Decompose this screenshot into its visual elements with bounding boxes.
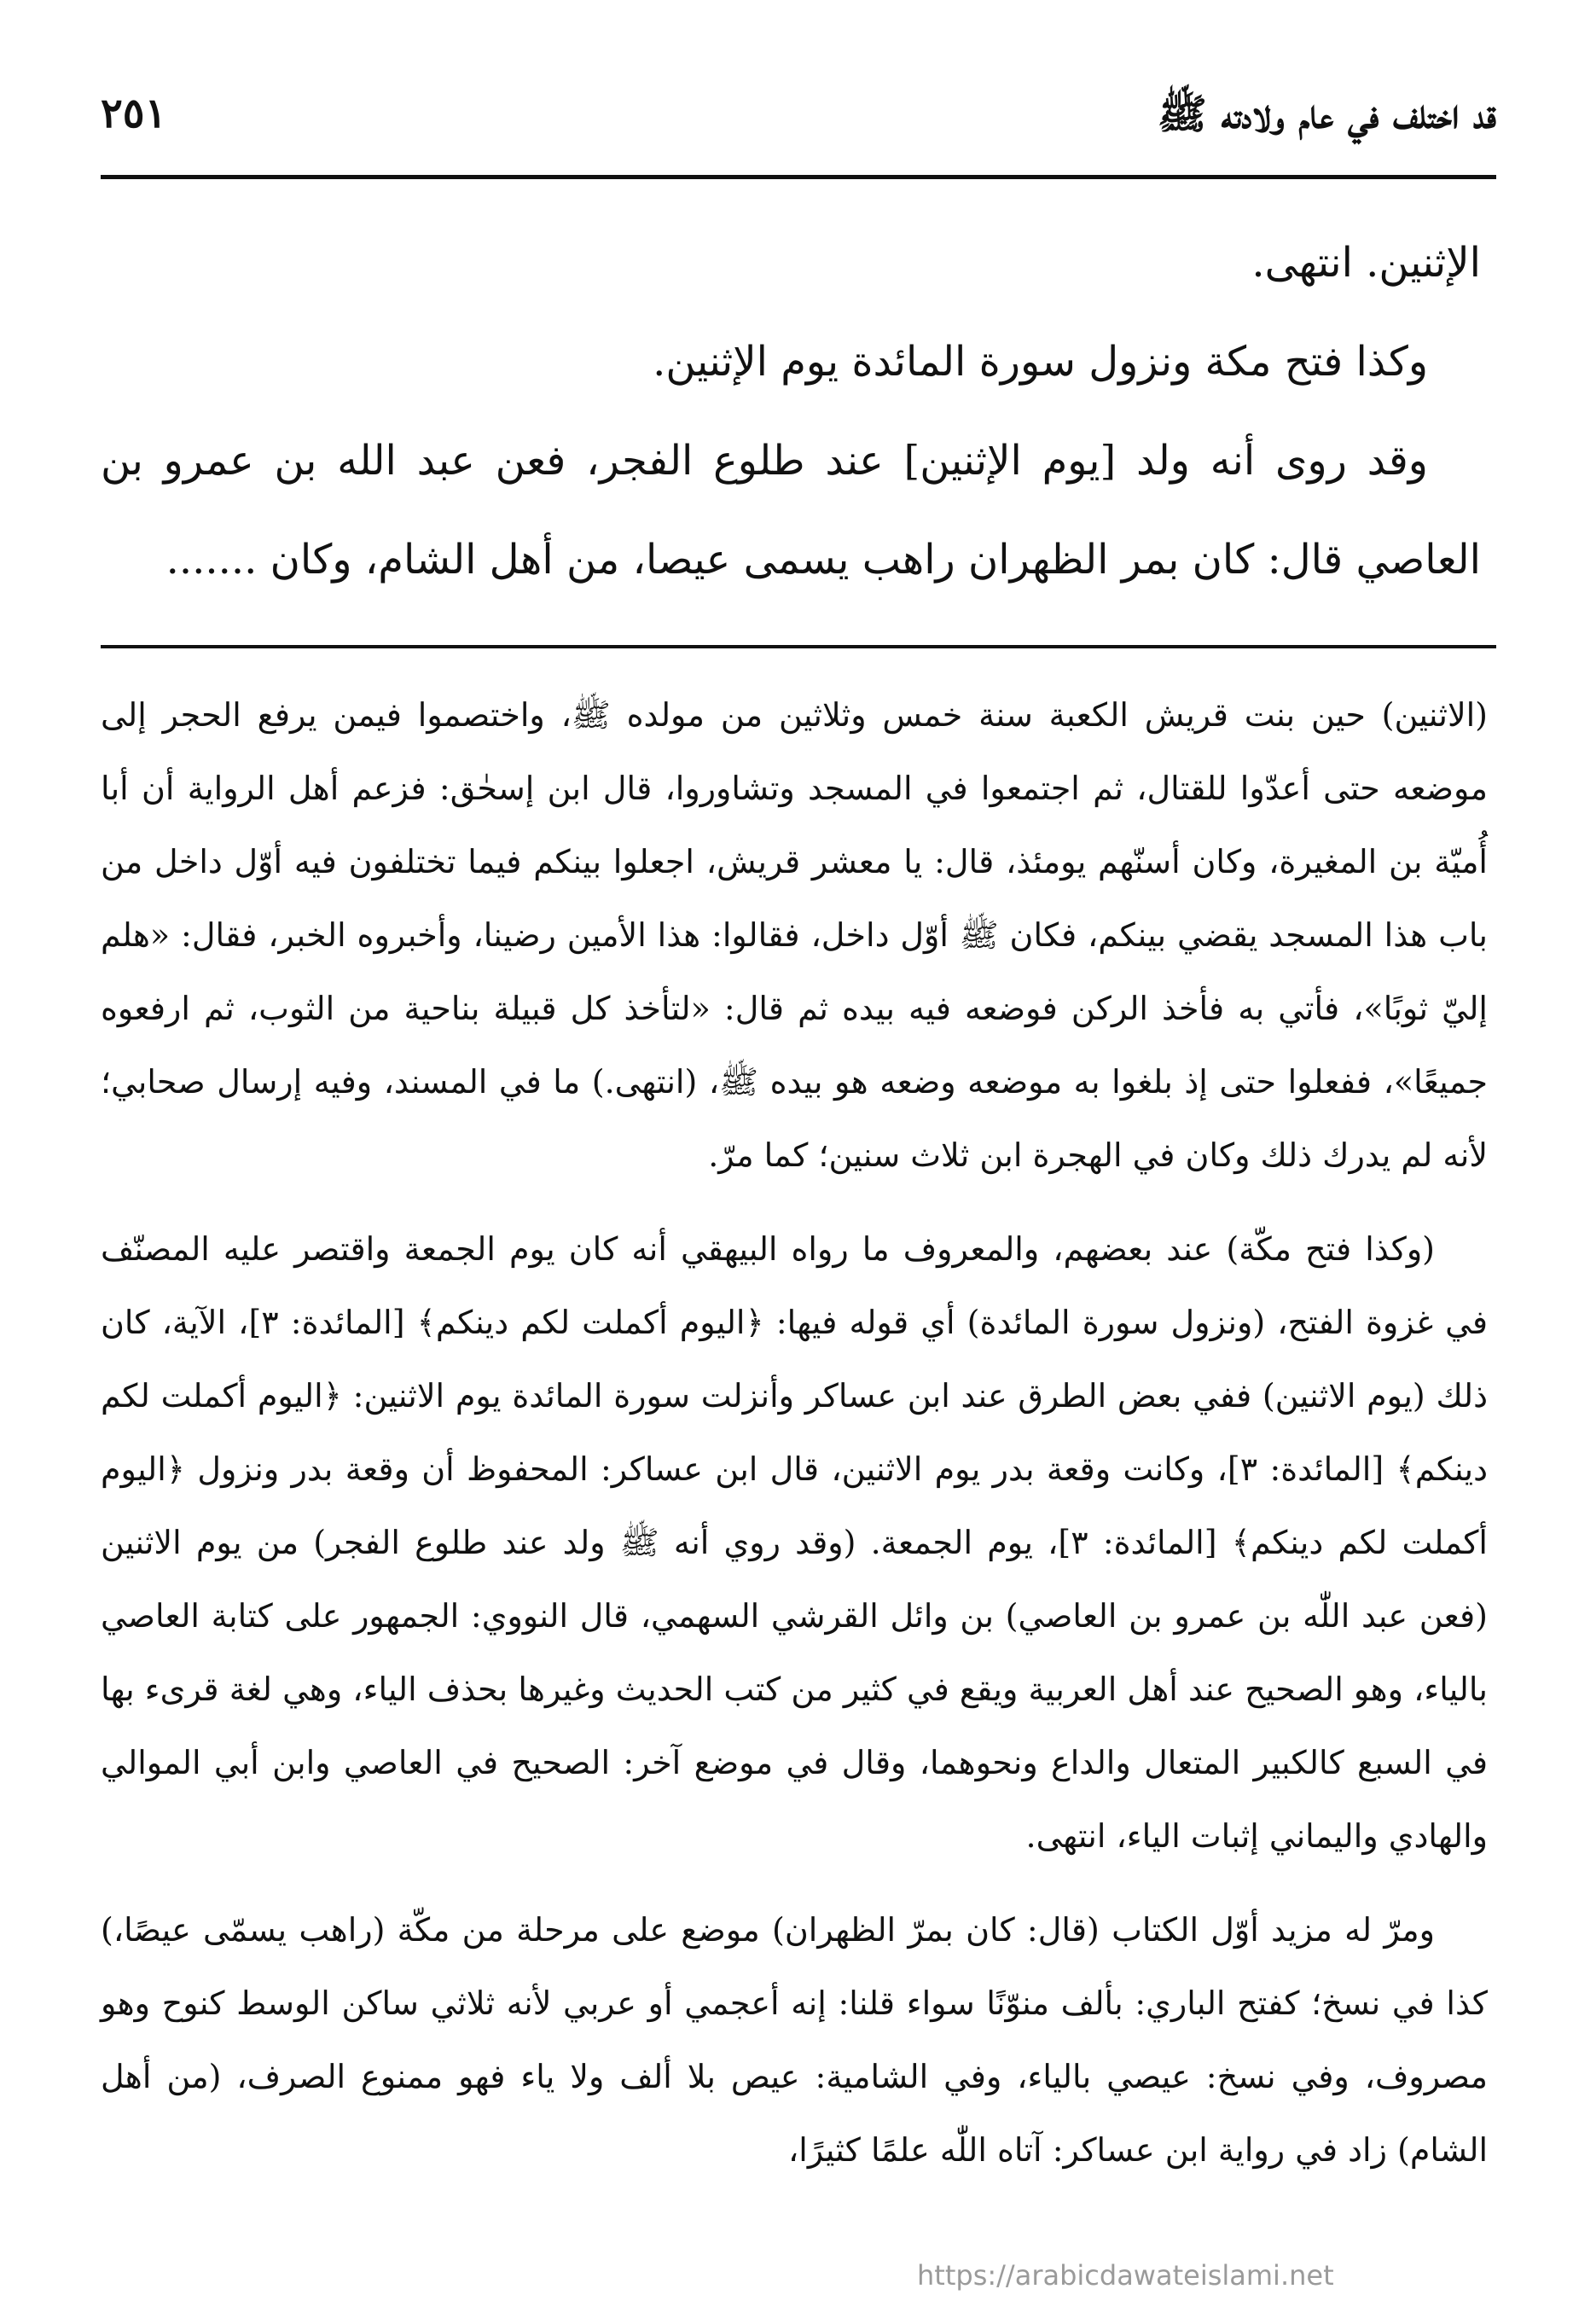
header-rule: [101, 175, 1496, 179]
commentary: [101, 678, 1488, 2207]
watermark: https://arabicdawateislami.net: [917, 2259, 1334, 2292]
commentary-paragraph: (الاثنين) حين بنت قريش الكعبة سنة خمس وثلاثين من مولده ﷺ، واختصموا فيمن يرفع الحجر إلى موضعه حتى أعدّوا للقتال، ثم اجتمعوا في المسجد وتشاوروا، قال ابن إسحٰق: فزعم أهل الرواية أن أبا أُميّة بن المغيرة، وكان أسنّهم يومئذ، قال: يا معشر قريش، اجعلوا بينكم فيما تختلفون فيه أوّل داخل من باب هذا المسجد يقضي بينكم، فكان ﷺ أوّل داخل، فقالوا: هذا الأمين رضينا، وأخبروه الخبر، فقال: «هلم إليّ ثوبًا»، فأتي به فأخذ الركن فوضعه فيه بيده ثم قال: «لتأخذ كل قبيلة بناحية من الثوب، ثم ارفعوه جميعًا»، ففعلوا حتى إذ بلغوا به موضعه وضعه هو بيده ﷺ، (انتهى.) ما في المسند، وفيه إرسال صحابي؛ لأنه لم يدرك ذلك وكان في الهجرة ابن ثلاث سنين؛ كما مرّ.: [101, 696, 1488, 1174]
page-number: ٢٥١: [101, 90, 167, 137]
main-paragraph: وكذا فتح مكة ونزول سورة المائدة يوم الإثنين.: [653, 338, 1428, 386]
main-text: [101, 213, 1481, 609]
page-header: [101, 81, 1496, 149]
running-title: قد اختلف في عام ولادته ﷺ: [1157, 90, 1496, 138]
commentary-paragraph: (وكذا فتح مكّة) عند بعضهم، والمعروف ما رواه البيهقي أنه كان يوم الجمعة واقتصر عليه المصنّف في غزوة الفتح، (ونزول سورة المائدة) أي قوله فيها: ﴿اليوم أكملت لكم دينكم﴾ [المائدة: ٣]، الآية، كان ذلك (يوم الاثنين) ففي بعض الطرق عند ابن عساكر وأنزلت سورة المائدة يوم الاثنين: ﴿اليوم أكملت لكم دينكم﴾ [المائدة: ٣]، وكانت وقعة بدر يوم الاثنين، قال ابن عساكر: المحفوظ أن وقعة بدر ونزول ﴿اليوم أكملت لكم دينكم﴾ [المائدة: ٣]، يوم الجمعة. (وقد روي أنه ﷺ ولد عند طلوع الفجر) من يوم الاثنين (فعن عبد اللّٰه بن عمرو بن العاصي) بن وائل القرشي السهمي، قال النووي: الجمهور على كتابة العاصي بالياء، وهو الصحيح عند أهل العربية ويقع في كثير من كتب الحديث وغيرها بحذف الياء، وهي لغة قرىء بها في السبع كالكبير المتعال والداع ونحوهما، وقال في موضع آخر: الصحيح في العاصي وابن أبي الموالي والهادي واليماني إثبات الياء، انتهى.: [101, 1230, 1489, 1855]
main-paragraph: الإثنين. انتهى.: [1251, 239, 1481, 287]
footnote-divider: [101, 645, 1496, 648]
commentary-paragraph: ومرّ له مزيد أوّل الكتاب (قال: كان بمرّ الظهران) موضع على مرحلة من مكّة (راهب يسمّى عيصًا،) كذا في نسخ؛ كفتح الباري: بألف منوّنًا سواء قلنا: إنه أعجمي أو عربي لأنه ثلاثي ساكن الوسط كنوح وهو مصروف، وفي نسخ: عيصي بالياء، وفي الشامية: عيص بلا ألف ولا ياء فهو ممنوع الصرف، (من أهل الشام) زاد في رواية ابن عساكر: آتاه اللّٰه علمًا كثيرًا،: [101, 1911, 1488, 2169]
main-paragraph: وقد روى أنه ولد [يوم الإثنين] عند طلوع الفجر، فعن عبد الله بن عمرو بن العاصي قال: كان بمر الظهران راهب يسمى عيصا، من أهل الشام، وكان .......: [101, 437, 1481, 584]
